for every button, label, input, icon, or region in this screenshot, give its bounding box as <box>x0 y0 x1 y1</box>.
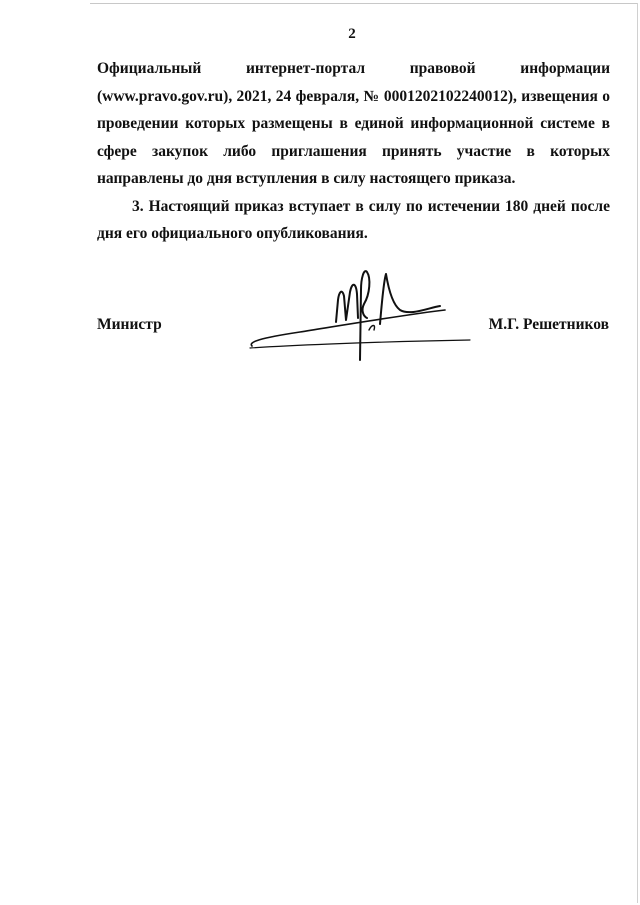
page-number: 2 <box>348 26 356 42</box>
signature-stroke-r <box>360 271 369 360</box>
scan-edge-right <box>637 3 638 903</box>
handwritten-signature <box>240 260 480 370</box>
signature-stroke-tail <box>380 274 440 324</box>
document-body <box>97 55 610 248</box>
signature-stroke-loop <box>369 326 375 331</box>
signature-stroke-m <box>336 285 358 322</box>
paragraph-effective-date: 3. Настоящий приказ вступает в силу по истечении 180 дней после дня его официального опубликования. <box>97 197 610 242</box>
signer-name: М.Г. Решетников <box>488 316 609 333</box>
signer-position: Министр <box>97 316 162 333</box>
paragraph-continuation: Официальный интернет-портал правовой информации (www.pravo.gov.ru), 2021, 24 февраля, № 0001202102240012), извещения о проведении которых размещены в единой информационной системе в сфере закупок либо приглашения принять участие в которых направлены до дня вступления в силу настоящего приказа. <box>97 60 610 187</box>
scan-edge-top <box>90 3 638 4</box>
